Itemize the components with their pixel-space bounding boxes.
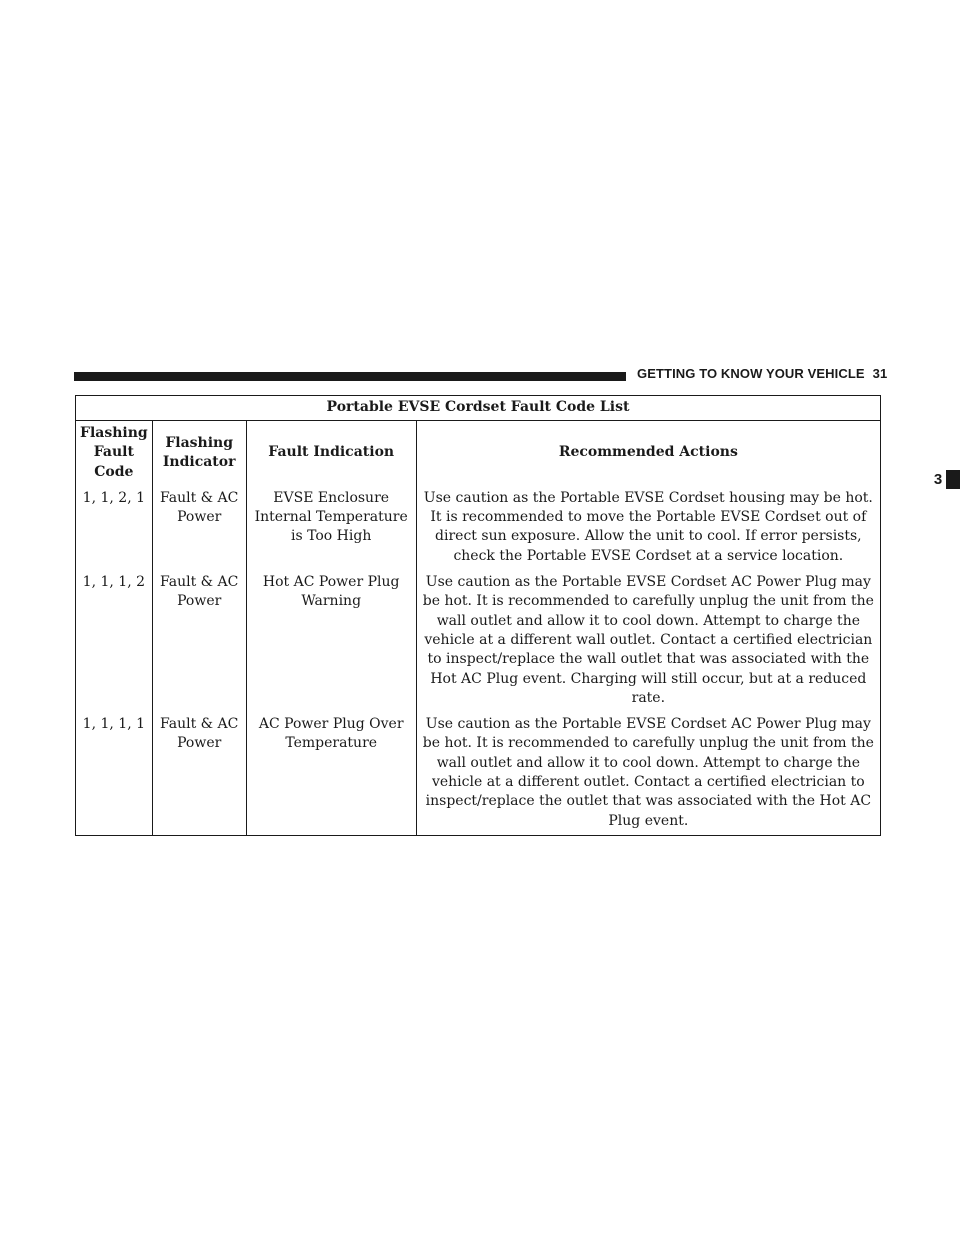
cell-actions: Use caution as the Portable EVSE Cordset AC Power Plug may be hot. It is recommended to carefully unplug the unit from the wall outlet and allow it to cool down. Attempt to charge the vehicle at a different wall outlet. Contact a certified electrician to inspect/replace the wall outlet that was associated with the Hot AC Plug event. Charging will still occur, but at a reduced rate. bbox=[416, 570, 880, 712]
table-row bbox=[76, 486, 881, 570]
cell-actions: Use caution as the Portable EVSE Cordset AC Power Plug may be hot. It is recommended to carefully unplug the unit from the wall outlet and allow it to cool down. Attempt to charge the vehicle at a different outlet. Contact a certified electrician to inspect/replace the outlet that was associated with the Hot AC Plug event. bbox=[416, 712, 880, 835]
cell-indication: Hot AC Power Plug Warning bbox=[246, 570, 416, 712]
cell-indicator: Fault & AC Power bbox=[152, 570, 246, 712]
table-header-row bbox=[76, 421, 881, 486]
column-header-code: Flashing Fault Code bbox=[76, 421, 153, 486]
cell-code: 1, 1, 2, 1 bbox=[76, 486, 153, 570]
cell-actions: Use caution as the Portable EVSE Cordset housing may be hot. It is recommended to move the Portable EVSE Cordset out of direct sun exposure. Allow the unit to cool. If error persists, check the Portable EVSE Cordset at a service location. bbox=[416, 486, 880, 570]
table-title: Portable EVSE Cordset Fault Code List bbox=[76, 396, 881, 421]
cell-indication: AC Power Plug Over Temperature bbox=[246, 712, 416, 835]
column-header-indication: Fault Indication bbox=[246, 421, 416, 486]
chapter-tab bbox=[930, 470, 960, 489]
page-number: 31 bbox=[872, 366, 888, 381]
table-title-row bbox=[76, 396, 881, 421]
cell-indicator: Fault & AC Power bbox=[152, 486, 246, 570]
header-rule bbox=[74, 372, 626, 381]
running-header bbox=[637, 366, 887, 381]
fault-code-table bbox=[75, 395, 881, 836]
cell-indicator: Fault & AC Power bbox=[152, 712, 246, 835]
column-header-actions: Recommended Actions bbox=[416, 421, 880, 486]
column-header-indicator: Flashing Indicator bbox=[152, 421, 246, 486]
section-title: GETTING TO KNOW YOUR VEHICLE bbox=[637, 366, 865, 381]
cell-code: 1, 1, 1, 1 bbox=[76, 712, 153, 835]
cell-code: 1, 1, 1, 2 bbox=[76, 570, 153, 712]
table-row bbox=[76, 570, 881, 712]
table-row bbox=[76, 712, 881, 835]
cell-indication: EVSE Enclosure Internal Temperature is Too High bbox=[246, 486, 416, 570]
chapter-tab-label: 3 bbox=[930, 470, 946, 489]
